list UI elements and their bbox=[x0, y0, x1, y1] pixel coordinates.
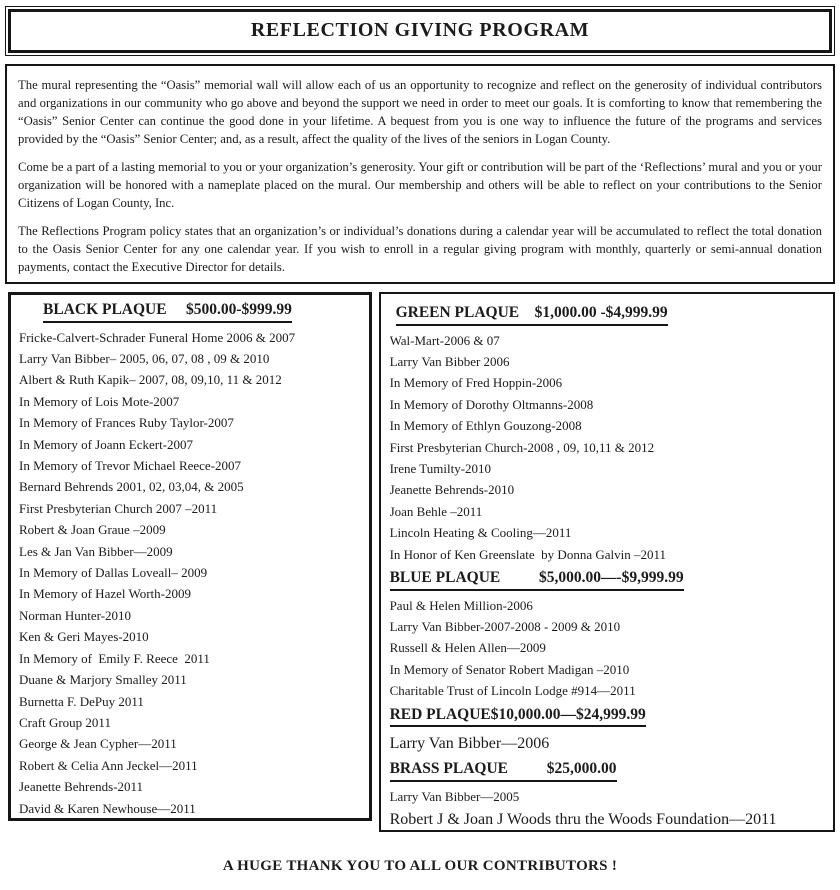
plaque-entry: Larry Van Bibber 2006 bbox=[389, 354, 510, 369]
plaque-entry: In Memory of Emily F. Reece 2011 bbox=[19, 650, 210, 666]
footer-thanks: A HUGE THANK YOU TO ALL OUR CONTRIBUTORS ! bbox=[222, 858, 618, 874]
title-box-inner bbox=[8, 9, 832, 53]
plaque-entry: In Memory of Fred Hoppin-2006 bbox=[389, 375, 563, 391]
plaque-entry: In Memory of Hazel Worth-2009 bbox=[19, 586, 192, 602]
plaque-entry: Charitable Trust of Lincoln Lodge #914—2011 bbox=[389, 683, 636, 699]
plaque-entry: In Memory of Frances Ruby Taylor-2007 bbox=[19, 415, 234, 431]
plaque-entry: Irene Tumilty-2010 bbox=[389, 461, 492, 477]
blue-plaque-entries bbox=[390, 595, 825, 702]
plaque-entry: Wal-Mart-2006 & 07 bbox=[389, 332, 500, 348]
plaque-entry: George & Jean Cypher—2011 bbox=[19, 736, 177, 752]
green-plaque-header-text: GREEN PLAQUE $1,000.00 -$4,999.99 bbox=[396, 304, 668, 326]
plaque-entry: In Memory of Dorothy Oltmanns-2008 bbox=[389, 396, 594, 412]
plaque-entry: Larry Van Bibber—2005 bbox=[389, 788, 520, 804]
intro-paragraph-2: Come be a part of a lasting memorial to you or your organization’s generosity. Your gift or contribution will be part of the ‘Reflections’ mural and you or your organization will be honored with a nameplate placed on the mural. Our membership and others will be able to reflect on your contributions to the Senior Citizens of Logan County, Inc. bbox=[18, 160, 822, 211]
green-plaque-header bbox=[396, 304, 825, 326]
plaque-entry: In Memory of Ethlyn Gouzong-2008 bbox=[389, 418, 582, 434]
brass-plaque-header-text: BRASS PLAQUE $25,000.00 bbox=[390, 760, 617, 782]
blue-plaque-header-text: BLUE PLAQUE $5,000.00—-$9,999.99 bbox=[390, 569, 684, 591]
plaque-entry: Jeanette Behrends-2011 bbox=[19, 779, 144, 795]
plaque-entry: Duane & Marjory Smalley 2011 bbox=[19, 672, 187, 688]
plaque-entry: Albert & Ruth Kapik– 2007, 08, 09,10, 11 & 2012 bbox=[19, 372, 282, 388]
black-plaque-header-text: BLACK PLAQUE $500.00-$999.99 bbox=[43, 301, 292, 323]
plaque-entry: Larry Van Bibber-2007-2008 - 2009 & 2010 bbox=[389, 619, 621, 635]
intro-box bbox=[5, 64, 835, 284]
black-plaque-entries bbox=[19, 327, 363, 819]
plaque-entry: Larry Van Bibber– 2005, 06, 07, 08 , 09 & 2010 bbox=[19, 351, 270, 366]
plaque-columns bbox=[8, 292, 835, 832]
red-plaque-header-text: RED PLAQUE$10,000.00—$24,999.99 bbox=[390, 706, 646, 728]
page-title: REFLECTION GIVING PROGRAM bbox=[250, 19, 590, 41]
plaque-entry: In Memory of Trevor Michael Reece-2007 bbox=[19, 458, 242, 474]
blue-plaque-header bbox=[390, 569, 825, 591]
intro-paragraph-3: The Reflections Program policy states that an organization’s or individual’s donations during a calendar year will be accumulated to reflect the total donation to the Oasis Senior Center for any one calendar year. If you wish to enroll in a regular giving program with monthly, quarterly or semi-annual donation payments, contact the Executive Director for details. bbox=[18, 224, 822, 275]
plaque-entry: Robert & Joan Graue –2009 bbox=[19, 522, 166, 538]
plaque-entry: In Memory of Joann Eckert-2007 bbox=[19, 436, 194, 452]
plaque-entry: Joan Behle –2011 bbox=[389, 503, 483, 519]
brass-plaque-entries bbox=[390, 786, 825, 832]
intro-paragraph-1: The mural representing the “Oasis” memorial wall will allow each of us an opportunity to recognize and reflect on the generosity of individual contributors and organizations in our community who go above and beyond the support we need in order to meet our goals. It is comforting to know that remembering the “Oasis” Senior Center can continue the good done in your lifetime. A bequest from you is one way to influence the future of the programs and services provided by the “Oasis” Senior Center; and, as a result, affect the quality of the lives of the seniors in Logan County. bbox=[18, 78, 822, 147]
brass-plaque-header bbox=[390, 760, 825, 782]
plaque-entry: David & Karen Newhouse—2011 bbox=[19, 800, 196, 816]
plaque-entry: Robert & Celia Ann Jeckel—2011 bbox=[19, 757, 198, 773]
plaque-entry: In Memory of Dallas Loveall– 2009 bbox=[19, 565, 208, 581]
plaque-entry: First Presbyterian Church-2008 , 09, 10,11 & 2012 bbox=[389, 439, 655, 455]
plaque-entry: Fricke-Calvert-Schrader Funeral Home 2006 & 2007 bbox=[19, 329, 296, 345]
plaque-entry: Lincoln Heating & Cooling—2011 bbox=[389, 525, 572, 541]
plaque-entry: Burnetta F. DePuy 2011 bbox=[19, 693, 144, 709]
black-plaque-header bbox=[43, 301, 363, 323]
plaque-entry: Jeanette Behrends-2010 bbox=[389, 482, 515, 498]
red-plaque-header bbox=[390, 706, 825, 728]
document-page bbox=[0, 6, 840, 875]
plaque-entry: In Honor of Ken Greenslate by Donna Galvin –2011 bbox=[389, 546, 666, 562]
right-plaque-box bbox=[379, 292, 835, 832]
black-plaque-box bbox=[8, 292, 372, 821]
title-box bbox=[5, 6, 835, 56]
plaque-entry: Russell & Helen Allen—2009 bbox=[389, 640, 546, 656]
plaque-entry: Bernard Behrends 2001, 02, 03,04, & 2005 bbox=[19, 479, 244, 495]
plaque-entry: Robert J & Joan J Woods thru the Woods Foundation—2011 bbox=[389, 811, 777, 829]
plaque-entry: Larry Van Bibber—2006 bbox=[389, 735, 550, 753]
plaque-entry: Craft Group 2011 bbox=[19, 714, 111, 730]
plaque-entry: First Presbyterian Church 2007 –2011 bbox=[19, 500, 218, 516]
plaque-entry: Norman Hunter-2010 bbox=[19, 607, 132, 623]
plaque-entry: Ken & Geri Mayes-2010 bbox=[19, 629, 149, 645]
plaque-entry: Paul & Helen Million-2006 bbox=[389, 597, 533, 613]
red-plaque-entries bbox=[390, 731, 825, 756]
plaque-entry: In Memory of Senator Robert Madigan –2010 bbox=[389, 661, 630, 677]
plaque-entry: Les & Jan Van Bibber—2009 bbox=[19, 543, 173, 559]
green-plaque-entries bbox=[390, 330, 825, 565]
plaque-entry: In Memory of Lois Mote-2007 bbox=[19, 393, 180, 409]
